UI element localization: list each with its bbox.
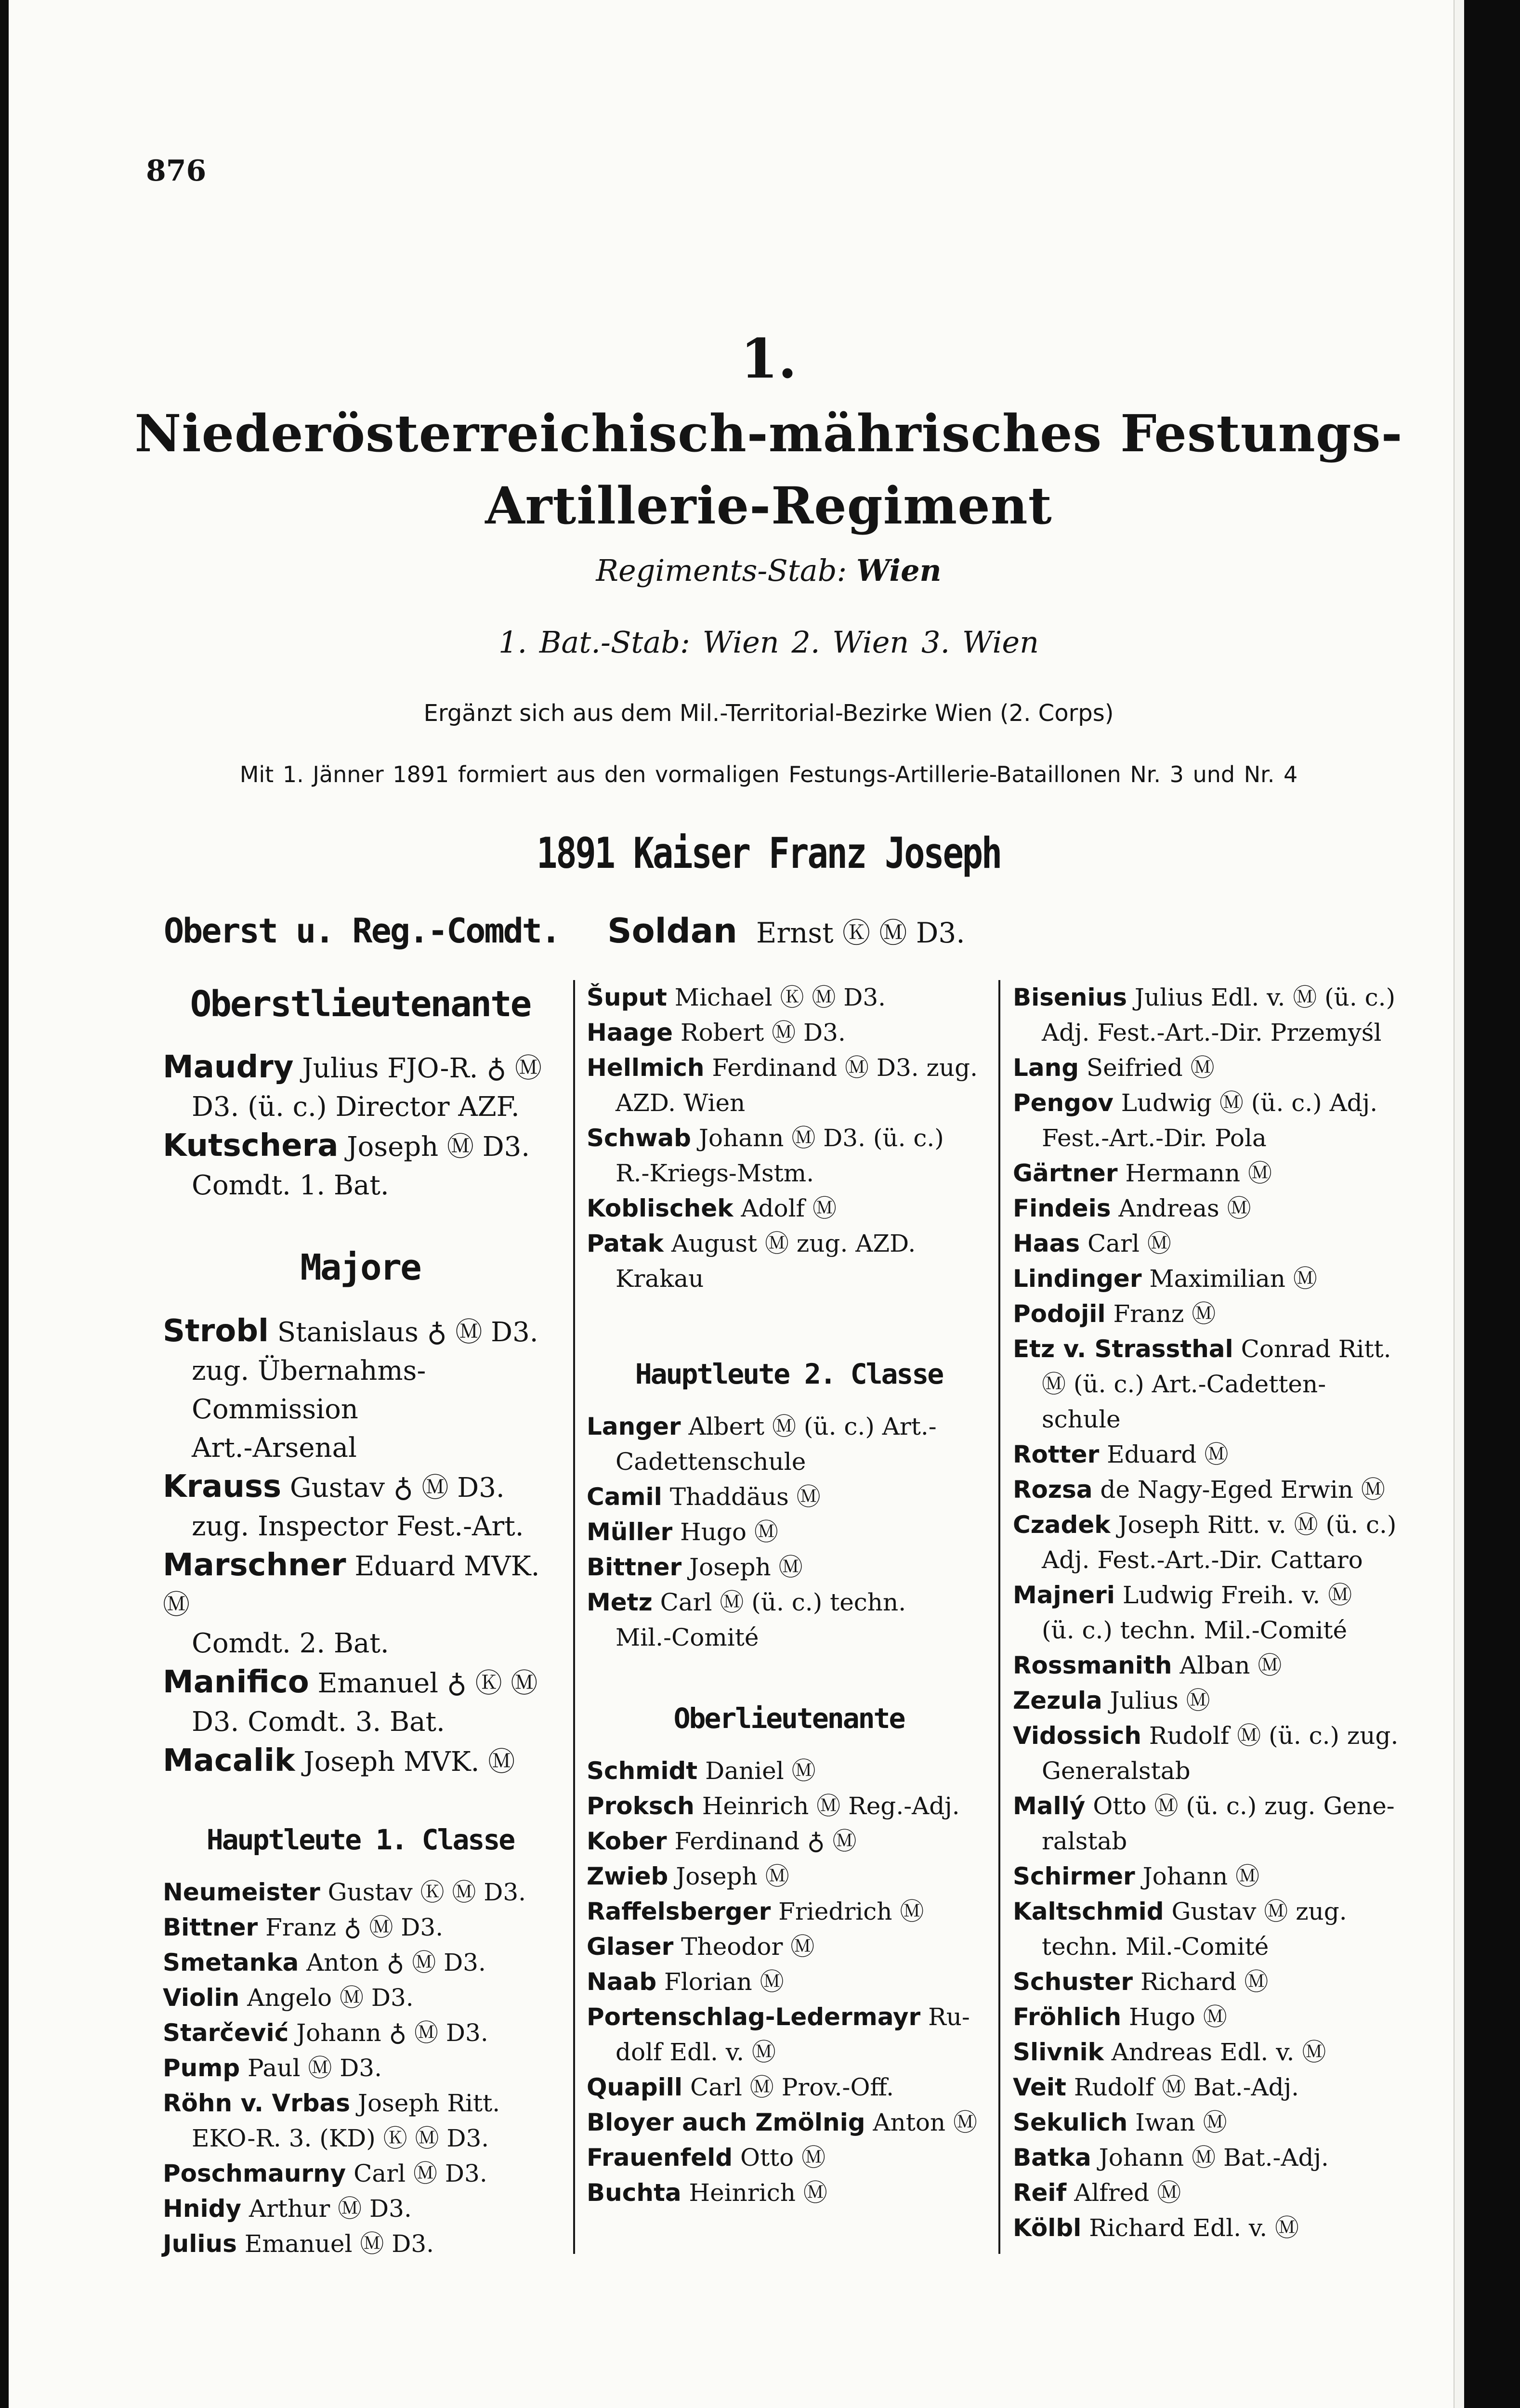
officer-entry — [1013, 2175, 1417, 2211]
officer-surname: Fröhlich — [1013, 2003, 1122, 2031]
officer-details: Hugo Ⓜ — [672, 1518, 778, 1546]
officer-entry — [587, 1964, 991, 2000]
officer-details: Gustav Ⓚ Ⓜ D3. — [320, 1878, 526, 1906]
officer-surname: Batka — [1013, 2144, 1091, 2172]
officer-entry — [163, 2156, 558, 2191]
officer-details: Adolf Ⓜ — [733, 1194, 837, 1222]
officer-details: Heinrich Ⓜ Reg.-Adj. — [694, 1792, 960, 1820]
officer-entry — [163, 1126, 558, 1205]
officer-details: Joseph Ⓜ — [668, 1862, 789, 1890]
officer-surname: Rossmanith — [1013, 1651, 1172, 1679]
officer-entry — [163, 2015, 558, 2051]
officer-details: Julius Edl. v. Ⓜ (ü. c.) — [1127, 983, 1396, 1011]
officer-details: Franz ♁ Ⓜ D3. — [258, 1913, 444, 1941]
officer-details: Emanuel ♁ Ⓚ Ⓜ — [309, 1667, 538, 1699]
officer-details: Hermann Ⓜ — [1117, 1159, 1272, 1187]
bat-stab: 1. Bat.-Stab: Wien 2. Wien 3. Wien — [498, 625, 1039, 660]
officer-entry — [1013, 1718, 1417, 1789]
officer-details-continued: Comdt. 1. Bat. — [192, 1170, 389, 1202]
column-divider-1 — [573, 980, 575, 2254]
officer-surname: Maudry — [163, 1049, 294, 1086]
officer-details-continued: Krakau — [616, 1265, 704, 1293]
officer-entry — [587, 1754, 991, 1789]
officer-entry — [587, 1550, 991, 1585]
officer-entry — [163, 1467, 558, 1546]
officer-surname: Glaser — [587, 1932, 674, 1961]
header-oberstlieutenante: Oberstlieutenante — [190, 983, 531, 1025]
officer-entry — [1013, 1964, 1417, 2000]
officer-entry — [1013, 1789, 1417, 1859]
officer-details: Franz Ⓜ — [1105, 1300, 1216, 1328]
officer-surname: Findeis — [1013, 1194, 1111, 1222]
officer-details-continued: zug. Inspector Fest.-Art. — [192, 1510, 524, 1542]
header-majore: Majore — [300, 1247, 420, 1289]
officer-details: Hugo Ⓜ — [1121, 2003, 1227, 2031]
officer-details: Eduard MVK. Ⓜ — [163, 1550, 540, 1621]
officer-entry — [163, 1945, 558, 1980]
officer-entry — [1013, 1859, 1417, 1894]
officer-surname: Zezula — [1013, 1687, 1102, 1714]
header-hauptleute-2: Hauptleute 2. Classe — [635, 1358, 943, 1390]
officer-entry — [163, 2226, 558, 2262]
officer-details: Joseph MVK. Ⓜ — [295, 1746, 515, 1778]
officer-entry — [1013, 2211, 1417, 2246]
officer-details: Johann Ⓜ — [1135, 1862, 1260, 1890]
officer-entry — [1013, 1437, 1417, 1472]
officer-details: Daniel Ⓜ — [697, 1756, 816, 1785]
officer-entry — [1013, 2035, 1417, 2070]
title-line-2: Artillerie-Regiment — [485, 475, 1052, 536]
officer-surname: Reif — [1013, 2179, 1067, 2207]
officer-surname: Gärtner — [1013, 1159, 1118, 1187]
oberst-line — [164, 910, 965, 951]
officer-details-continued: ralstab — [1042, 1827, 1127, 1855]
officer-details: Carl Ⓜ Prov.-Off. — [682, 2073, 894, 2101]
inhaber-line: 1891 Kaiser Franz Joseph — [537, 828, 1001, 878]
officer-details: Maximilian Ⓜ — [1141, 1265, 1317, 1293]
officer-details: Richard Edl. v. Ⓜ — [1081, 2214, 1299, 2242]
officer-details: Michael Ⓚ Ⓜ D3. — [667, 983, 886, 1011]
officer-details: Friedrich Ⓜ — [771, 1897, 924, 1925]
header-oberlieutenante: Oberlieutenante — [673, 1701, 904, 1735]
column-b — [587, 980, 991, 2211]
officer-details: Andreas Ⓜ — [1111, 1194, 1251, 1222]
officer-surname: Marschner — [163, 1547, 346, 1583]
officer-details: Gustav ♁ Ⓜ D3. — [281, 1472, 505, 1504]
officer-details: Johann ♁ Ⓜ D3. — [288, 2018, 488, 2047]
officer-details-continued: Comdt. 2. Bat. — [192, 1627, 389, 1659]
officer-details: Florian Ⓜ — [656, 1967, 784, 1996]
officer-details-continued: zug. Übernahms-Commission — [192, 1355, 426, 1425]
officer-entry — [163, 2191, 558, 2226]
officer-surname: Etz v. Strassthal — [1013, 1335, 1233, 1363]
officer-surname: Haas — [1013, 1230, 1080, 1257]
officer-surname: Haage — [587, 1019, 673, 1047]
officer-surname: Rotter — [1013, 1440, 1100, 1468]
officer-surname: Portenschlag-Ledermayr — [587, 2002, 921, 2031]
officer-surname: Manifico — [163, 1664, 309, 1700]
officer-details-continued: techn. Mil.-Comité — [1042, 1933, 1269, 1961]
officer-details-continued: AZD. Wien — [616, 1089, 746, 1117]
officer-details-continued: Adj. Fest.-Art.-Dir. Cattaro — [1042, 1546, 1363, 1574]
officer-surname: Hellmich — [587, 1054, 705, 1082]
officer-entry — [163, 1910, 558, 1945]
officer-entry — [1013, 1648, 1417, 1683]
officer-entry — [163, 1980, 558, 2015]
officer-details: Johann Ⓜ D3. (ü. c.) — [691, 1124, 944, 1152]
officer-entry — [587, 1585, 991, 1655]
officer-surname: Proksch — [587, 1792, 694, 1820]
officer-entry — [587, 2175, 991, 2211]
officer-entry — [1013, 1086, 1417, 1156]
officer-details-continued: D3. Comdt. 3. Bat. — [192, 1706, 445, 1738]
list-hauptleute-1 — [163, 1875, 558, 2262]
officer-entry — [163, 1875, 558, 1910]
officer-surname: Buchta — [587, 2178, 681, 2207]
officer-surname: Naab — [587, 1967, 657, 1996]
officer-entry — [1013, 1894, 1417, 1964]
officer-surname: Camil — [587, 1482, 662, 1511]
officer-details: Theodor Ⓜ — [673, 1932, 815, 1961]
officer-entry — [587, 1050, 991, 1121]
officer-surname: Schwab — [587, 1124, 691, 1152]
officer-details: Rudolf Ⓜ (ü. c.) zug. — [1141, 1722, 1399, 1750]
title-line-1: Niederösterreichisch-mährisches Festungs- — [134, 403, 1403, 463]
officer-entry — [587, 1824, 991, 1859]
officer-surname: Pump — [163, 2054, 240, 2082]
regiments-stab-label: Regiments-Stab: — [596, 553, 847, 588]
officer-surname: Julius — [163, 2229, 237, 2258]
officer-details-continued: Art.-Arsenal — [192, 1432, 357, 1464]
officer-entry — [587, 1515, 991, 1550]
column-c — [1013, 980, 1417, 2246]
officer-details-continued: Cadettenschule — [616, 1447, 806, 1476]
officer-surname: Langer — [587, 1412, 681, 1440]
oberst-details: Ernst Ⓚ Ⓜ D3. — [756, 916, 965, 949]
officer-surname: Schmidt — [587, 1756, 698, 1785]
officer-details: Heinrich Ⓜ — [681, 2178, 827, 2207]
officer-details: Ferdinand Ⓜ D3. zug. — [704, 1054, 978, 1082]
regiment-title — [9, 397, 1520, 542]
officer-details: August Ⓜ zug. AZD. — [663, 1230, 916, 1257]
officer-surname: Rozsa — [1013, 1476, 1093, 1504]
officer-surname: Neumeister — [163, 1878, 320, 1906]
officer-entry — [1013, 980, 1417, 1050]
officer-surname: Frauenfeld — [587, 2143, 733, 2172]
officer-details: Paul Ⓜ D3. — [240, 2054, 382, 2082]
officer-details-continued: D3. (ü. c.) Director AZF. — [192, 1091, 520, 1123]
officer-details: Conrad Ritt. — [1233, 1335, 1391, 1363]
officer-details: Robert Ⓜ D3. — [673, 1019, 846, 1047]
officer-surname: Smetanka — [163, 1948, 299, 1976]
officer-details: Seifried Ⓜ — [1079, 1054, 1215, 1082]
officer-surname: Poschmaurny — [163, 2159, 346, 2187]
officer-entry — [587, 1226, 991, 1296]
officer-entry — [163, 2051, 558, 2086]
officer-entry — [587, 1929, 991, 1964]
officer-surname: Bloyer auch Zmölnig — [587, 2108, 865, 2136]
officer-details-continued: Fest.-Art.-Dir. Pola — [1042, 1124, 1267, 1152]
officer-details: Anton Ⓜ — [865, 2108, 978, 2136]
officer-entry — [163, 1663, 558, 1741]
officer-surname: Bittner — [163, 1913, 258, 1941]
officer-details: Julius Ⓜ — [1102, 1687, 1210, 1714]
officer-surname: Zwieb — [587, 1862, 668, 1890]
officer-surname: Bittner — [587, 1553, 682, 1581]
list-majore — [163, 1312, 558, 1781]
officer-entry — [1013, 1261, 1417, 1296]
officer-entry — [163, 1741, 558, 1781]
officer-entry — [587, 1789, 991, 1824]
officer-surname: Pengov — [1013, 1089, 1114, 1117]
officer-details: Joseph Ⓜ D3. — [338, 1131, 530, 1163]
officer-surname: Vidossich — [1013, 1722, 1141, 1750]
officer-details-continued: Generalstab — [1042, 1757, 1191, 1785]
list-hauptleute-2 — [587, 1409, 991, 1655]
officer-entry — [163, 2086, 558, 2156]
regiments-stab-city: Wien — [856, 553, 942, 588]
officer-surname: Metz — [587, 1588, 653, 1616]
officer-entry — [587, 2070, 991, 2105]
list-oberlieutenante-continued — [1013, 980, 1417, 2246]
list-oberstlieutenante — [163, 1048, 558, 1205]
officer-entry — [163, 1048, 558, 1126]
officer-surname: Kutschera — [163, 1128, 339, 1164]
officer-surname: Kaltschmid — [1013, 1898, 1164, 1925]
officer-entry — [1013, 1050, 1417, 1086]
column-divider-2 — [998, 980, 1000, 2254]
officer-entry — [1013, 2000, 1417, 2035]
officer-surname: Strobl — [163, 1313, 269, 1349]
officer-entry — [1013, 1472, 1417, 1507]
officer-surname: Koblischek — [587, 1194, 734, 1222]
section-number: 1. — [740, 327, 797, 391]
officer-details: Ludwig Freih. v. Ⓜ — [1114, 1581, 1352, 1609]
officer-details: Alfred Ⓜ — [1066, 2179, 1181, 2207]
officer-details: Eduard Ⓜ — [1099, 1440, 1229, 1468]
officer-details: Carl Ⓜ (ü. c.) techn. — [652, 1588, 906, 1616]
officer-entry — [1013, 1156, 1417, 1191]
officer-details: Iwan Ⓜ — [1127, 2108, 1227, 2136]
officer-entry — [1013, 2140, 1417, 2175]
officer-entry — [1013, 1578, 1417, 1648]
officer-details-continued: Adj. Fest.-Art.-Dir. Przemyśl — [1042, 1019, 1382, 1047]
officer-details-continued: Mil.-Comité — [616, 1623, 759, 1651]
officer-entry — [587, 1015, 991, 1050]
officer-details: Ferdinand ♁ Ⓜ — [667, 1827, 857, 1855]
officer-surname: Hnidy — [163, 2194, 241, 2223]
officer-entry — [587, 1859, 991, 1894]
officer-surname: Czadek — [1013, 1511, 1111, 1539]
officer-entry — [587, 1479, 991, 1515]
officer-entry — [1013, 2105, 1417, 2140]
page-number: 876 — [146, 154, 207, 188]
officer-surname: Lindinger — [1013, 1265, 1142, 1293]
officer-surname: Veit — [1013, 2073, 1066, 2101]
officer-surname: Mallý — [1013, 1792, 1086, 1820]
officer-details: Carl Ⓜ — [1080, 1230, 1171, 1257]
officer-entry — [587, 1409, 991, 1479]
officer-details-continued: schule — [1042, 1405, 1121, 1433]
officer-surname: Šuput — [587, 983, 667, 1011]
officer-details: de Nagy-Eged Erwin Ⓜ — [1092, 1476, 1385, 1504]
officer-surname: Kölbl — [1013, 2214, 1082, 2242]
officer-surname: Schirmer — [1013, 1862, 1135, 1890]
officer-details: Joseph Ritt. v. Ⓜ (ü. c.) — [1110, 1511, 1397, 1539]
oberst-rank: Oberst u. Reg.-Comdt. — [164, 911, 560, 951]
officer-details: Julius FJO-R. ♁ Ⓜ — [293, 1053, 542, 1085]
officer-details: Joseph Ⓜ — [681, 1553, 803, 1581]
officer-surname: Patak — [587, 1230, 664, 1257]
officer-entry — [1013, 2070, 1417, 2105]
officer-entry — [163, 1312, 558, 1467]
officer-details: Rudolf Ⓜ Bat.-Adj. — [1066, 2073, 1299, 2101]
officer-details: Richard Ⓜ — [1133, 1968, 1269, 1996]
officer-entry — [587, 2140, 991, 2175]
officer-entry — [1013, 1683, 1417, 1718]
erganzung-line: Ergänzt sich aus dem Mil.-Territorial-Bezirke Wien (2. Corps) — [423, 700, 1114, 727]
officer-details-continued: Ⓜ (ü. c.) Art.-Cadetten- — [1042, 1370, 1326, 1398]
page — [9, 0, 1454, 2408]
officer-surname: Bisenius — [1013, 983, 1127, 1011]
column-a — [163, 985, 558, 2262]
officer-entry — [587, 1191, 991, 1226]
officer-details: Alban Ⓜ — [1172, 1651, 1282, 1679]
regiments-stab — [9, 553, 1520, 588]
officer-details: Ludwig Ⓜ (ü. c.) Adj. — [1113, 1089, 1378, 1117]
officer-details: Gustav Ⓜ zug. — [1164, 1898, 1347, 1925]
officer-details: Emanuel Ⓜ D3. — [236, 2229, 434, 2258]
officer-details: Andreas Edl. v. Ⓜ — [1103, 2038, 1326, 2066]
officer-details: Otto Ⓜ — [733, 2143, 826, 2172]
officer-details: Ru- — [920, 2002, 970, 2031]
officer-surname: Slivnik — [1013, 2038, 1104, 2066]
officer-surname: Sekulich — [1013, 2108, 1128, 2136]
officer-details: Albert Ⓜ (ü. c.) Art.- — [681, 1412, 937, 1440]
officer-surname: Röhn v. Vrbas — [163, 2089, 351, 2117]
officer-details: Otto Ⓜ (ü. c.) zug. Gene- — [1085, 1792, 1395, 1820]
officer-details-continued: R.-Kriegs-Mstm. — [616, 1159, 814, 1187]
officer-details-continued: dolf Edl. v. Ⓜ — [616, 2038, 776, 2066]
officer-entry — [587, 1894, 991, 1929]
officer-entry — [587, 2000, 991, 2070]
officer-surname: Lang — [1013, 1054, 1079, 1082]
officer-surname: Majneri — [1013, 1581, 1115, 1609]
officer-details: Anton ♁ Ⓜ D3. — [299, 1948, 486, 1976]
officer-details: Johann Ⓜ Bat.-Adj. — [1091, 2144, 1329, 2172]
officer-surname: Krauss — [163, 1468, 282, 1505]
officer-details: Arthur Ⓜ D3. — [241, 2194, 412, 2223]
formation-line: Mit 1. Jänner 1891 formiert aus den vormaligen Festungs-Artillerie-Bataillonen Nr. 3 und Nr. 4 — [239, 761, 1298, 787]
officer-surname: Schuster — [1013, 1968, 1133, 1996]
officer-entry — [1013, 1191, 1417, 1226]
officer-surname: Raffelsberger — [587, 1897, 771, 1925]
officer-surname: Starčević — [163, 2018, 289, 2047]
officer-surname: Violin — [163, 1983, 240, 2012]
officer-details-continued: EKO-R. 3. (KD) Ⓚ Ⓜ D3. — [192, 2124, 489, 2152]
officer-details-continued: (ü. c.) techn. Mil.-Comité — [1042, 1616, 1348, 1644]
officer-details: Joseph Ritt. — [350, 2089, 500, 2117]
oberst-name: Soldan — [607, 911, 737, 951]
officer-surname: Macalik — [163, 1742, 295, 1779]
officer-entry — [1013, 1332, 1417, 1437]
officer-entry — [1013, 1507, 1417, 1578]
officer-details: Carl Ⓜ D3. — [346, 2159, 487, 2187]
officer-details: Angelo Ⓜ D3. — [239, 1983, 414, 2012]
officer-details: Thaddäus Ⓜ — [662, 1482, 821, 1511]
officer-entry — [587, 980, 991, 1015]
officer-surname: Kober — [587, 1827, 667, 1855]
officer-entry — [1013, 1296, 1417, 1332]
officer-entry — [163, 1546, 558, 1663]
list-hauptleute-1-continued — [587, 980, 991, 1296]
officer-surname: Podojil — [1013, 1300, 1106, 1328]
officer-entry — [587, 2105, 991, 2140]
list-oberlieutenante — [587, 1754, 991, 2211]
officer-entry — [1013, 1226, 1417, 1261]
officer-surname: Müller — [587, 1518, 673, 1546]
officer-details: Stanislaus ♁ Ⓜ D3. — [268, 1316, 538, 1348]
officer-surname: Quapill — [587, 2073, 683, 2101]
header-hauptleute-1: Hauptleute 1. Classe — [206, 1823, 514, 1856]
officer-entry — [587, 1121, 991, 1191]
